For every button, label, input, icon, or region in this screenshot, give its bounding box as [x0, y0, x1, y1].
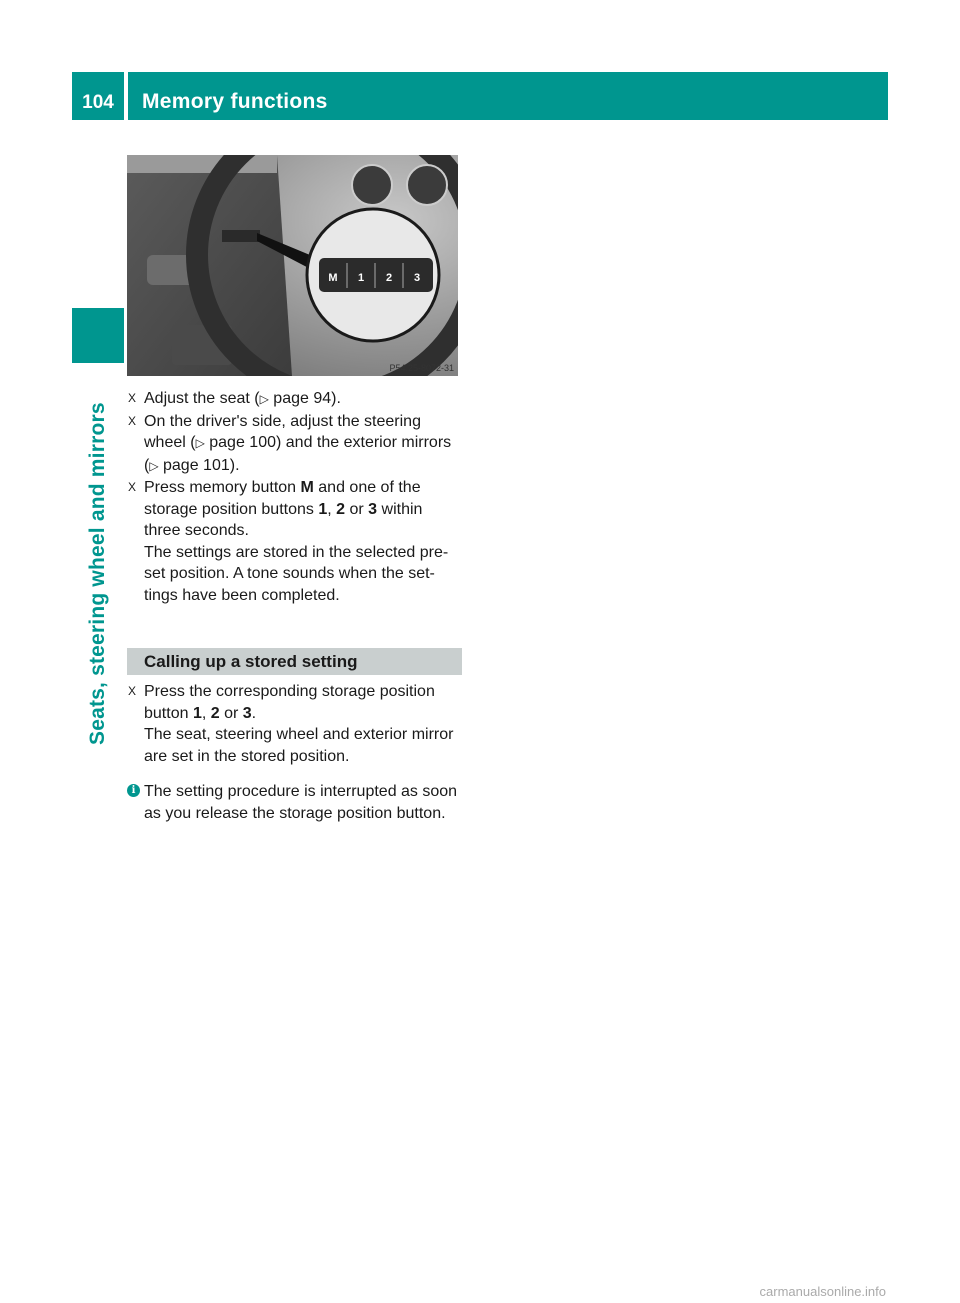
button-label-2: 2: [385, 272, 393, 284]
separator: ,: [201, 704, 211, 722]
step-press-memory: [127, 477, 462, 606]
step-text: Press the corresponding storage position button: [144, 683, 435, 722]
step-recall: [127, 681, 462, 767]
step-result: The seat, steering wheel and exterior mirror are set in the stored position.: [144, 726, 454, 765]
step-adjust-seat: [127, 388, 462, 411]
arrow-marker-icon: X: [128, 391, 137, 405]
page-ref-icon: ▷: [195, 436, 205, 450]
watermark: carmanualsonline.info: [759, 1284, 886, 1299]
key-1: 1: [318, 500, 328, 518]
step-text: On the driver's side, adjust the steering wheel (: [144, 412, 421, 451]
chapter-tab: [72, 308, 124, 363]
separator: ,: [327, 500, 337, 518]
step-text: .: [251, 704, 257, 722]
separator: or: [219, 704, 243, 722]
note-text: The setting procedure is interrupted as soon as you release the storage position button.: [144, 783, 458, 822]
step-text: Press memory button: [144, 479, 301, 496]
page-ref-link[interactable]: page 94).: [268, 390, 341, 407]
page-title: Memory functions: [128, 72, 888, 120]
page-ref-link[interactable]: page 100) and the exterior mirrors (: [144, 434, 452, 474]
figure-code: P54.25-8072-31: [389, 363, 454, 373]
key-3: 3: [242, 704, 252, 722]
button-label-1: 1: [357, 272, 365, 284]
step-text: within three seconds.: [144, 500, 423, 539]
button-label-m: M: [328, 272, 338, 284]
arrow-marker-icon: X: [128, 413, 137, 428]
arrow-marker-icon: X: [128, 480, 137, 494]
step-adjust-wheel-mirrors: [127, 411, 462, 478]
door-panel-illustration: [127, 155, 458, 376]
step-text: and one of the storage position buttons: [144, 479, 421, 518]
info-note: [127, 781, 462, 824]
key-m: M: [300, 479, 314, 496]
key-2: 2: [210, 704, 220, 722]
step-text: Adjust the seat (: [144, 390, 260, 407]
key-3: 3: [368, 500, 378, 518]
key-2: 2: [336, 500, 346, 518]
info-icon: i: [127, 784, 140, 797]
arrow-marker-icon: X: [128, 684, 137, 698]
step-result: The settings are stored in the selected pre-set position. A tone sounds when the set-tings have been completed.: [144, 543, 449, 604]
button-label-3: 3: [413, 272, 421, 284]
key-1: 1: [192, 704, 202, 722]
main-content: [127, 388, 462, 840]
section-heading: Calling up a stored setting: [127, 648, 462, 675]
chapter-label: Seats, steering wheel and mirrors: [86, 402, 109, 745]
memory-buttons-photo: [127, 155, 458, 376]
page-ref-icon: ▷: [149, 458, 159, 473]
page-ref-link[interactable]: page 101).: [158, 456, 240, 474]
page-number: 104: [72, 72, 124, 120]
separator: or: [345, 500, 369, 518]
page-ref-icon: ▷: [259, 392, 269, 406]
